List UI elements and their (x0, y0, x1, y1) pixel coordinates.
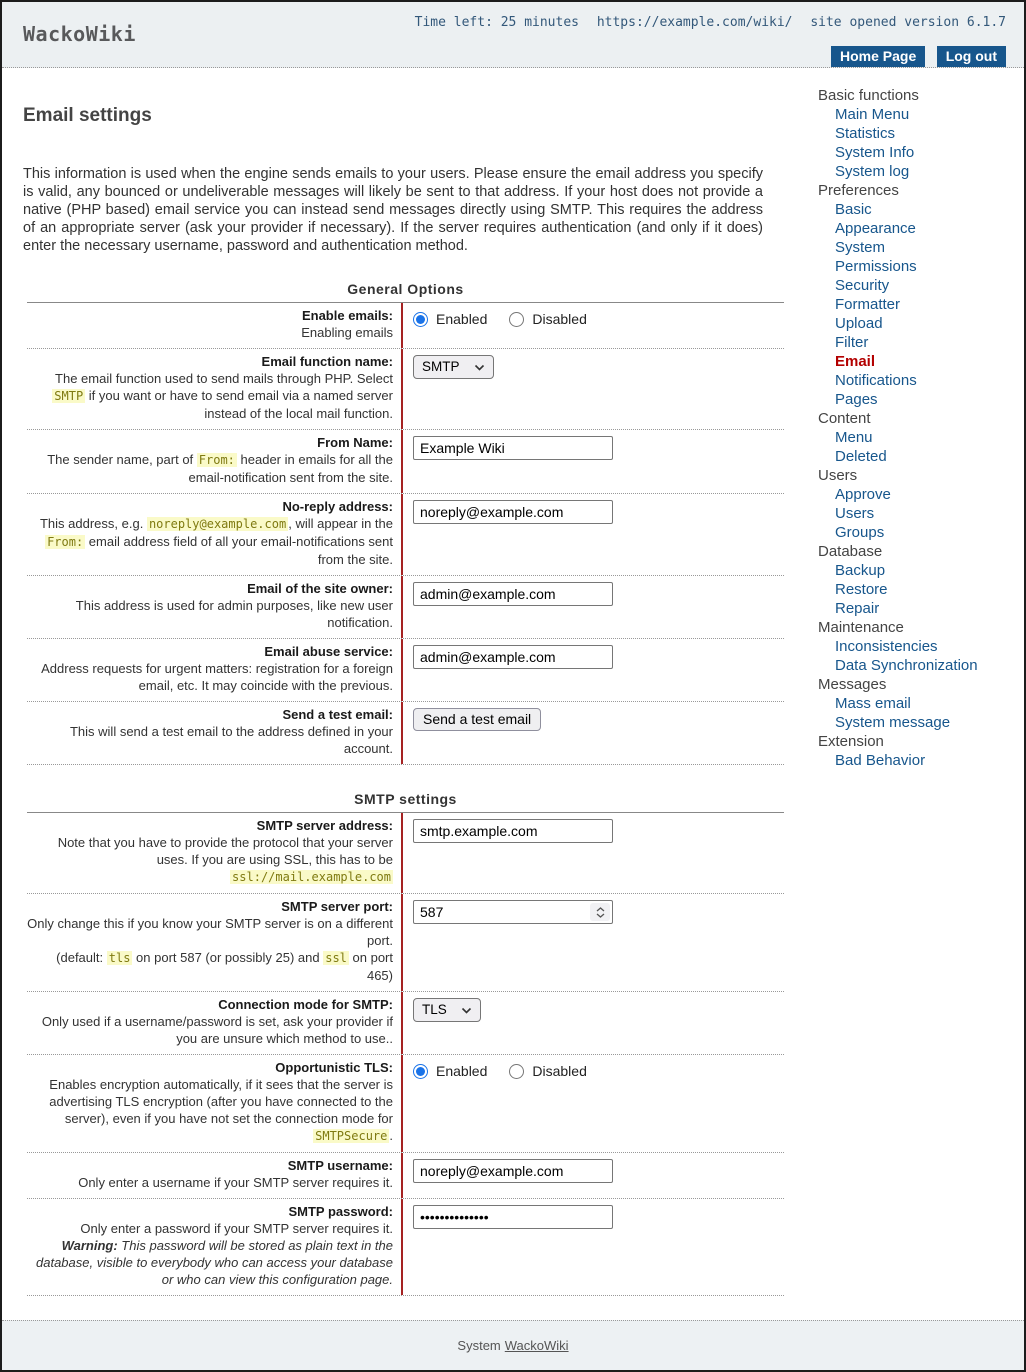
enable-emails-radio-disabled[interactable]: Disabled (509, 311, 586, 327)
from-name-label-cell (27, 430, 403, 493)
form-row-enable-emails (27, 303, 784, 349)
smtp-username-control-cell (403, 1153, 784, 1198)
opportunistic-tls-radio-input-disabled[interactable] (509, 1064, 524, 1079)
sidebar-item-system-info[interactable]: System Info (835, 144, 915, 161)
wiki-url-link[interactable]: https://example.com/wiki/ (596, 15, 793, 30)
opportunistic-tls-radio-input-enabled[interactable] (413, 1064, 428, 1079)
smtp-connection-mode-select[interactable]: TLS (413, 998, 481, 1022)
sidebar-item-formatter[interactable]: Formatter (835, 296, 901, 313)
sidebar-section-database: Database (818, 543, 883, 560)
enable-emails-radio-enabled[interactable]: Enabled (413, 311, 487, 327)
form-row-noreply-address (27, 494, 784, 576)
noreply-address-description: This address, e.g. noreply@example.com , will appear in the From: email address field of all your email-notifications sent from the site. (39, 516, 393, 567)
enable-emails-radio-group (413, 309, 784, 327)
form-row-smtp-username (27, 1153, 784, 1199)
smtp-connection-mode-label-cell (27, 992, 403, 1054)
smtp-password-control-cell (403, 1199, 784, 1295)
time-left-text: Time left: 25 minutes (414, 15, 579, 30)
sidebar-item-security[interactable]: Security (835, 277, 890, 294)
smtp-server-port-label-cell (27, 894, 403, 991)
sidebar-item-groups[interactable]: Groups (835, 524, 885, 541)
form-row-smtp-server-port (27, 894, 784, 992)
page-footer (2, 1320, 1024, 1370)
form-row-send-test-email (27, 702, 784, 765)
send-test-email-button[interactable]: Send a test email (413, 708, 541, 731)
sidebar-item-upload[interactable]: Upload (835, 315, 883, 332)
sidebar-item-permissions[interactable]: Permissions (835, 258, 917, 275)
sidebar-item-appearance[interactable]: Appearance (835, 220, 916, 237)
smtp-server-port-label: SMTP server port: (281, 899, 393, 914)
sidebar-item-pages[interactable]: Pages (835, 391, 878, 408)
site-owner-email-label-cell (27, 576, 403, 638)
form-row-opportunistic-tls (27, 1055, 784, 1153)
email-settings-form (27, 281, 784, 1296)
sidebar-item-menu[interactable]: Menu (835, 429, 873, 446)
page-header (2, 2, 1024, 68)
sidebar-item-restore[interactable]: Restore (835, 581, 888, 598)
from-name-label: From Name: (317, 435, 393, 450)
sidebar-item-basic[interactable]: Basic (835, 201, 872, 218)
opportunistic-tls-label: Opportunistic TLS: (275, 1060, 393, 1075)
smtp-server-port-input[interactable] (413, 900, 613, 924)
sidebar-item-inconsistencies[interactable]: Inconsistencies (835, 638, 938, 655)
send-test-email-label: Send a test email: (282, 707, 393, 722)
chevron-down-icon (474, 359, 485, 374)
smtp-server-address-label: SMTP server address: (256, 818, 393, 833)
smtp-password-description: Only enter a password if your SMTP server requires it. Warning: This password will be stored as plain text in the database, visible to everybody who can access your database or who can view this configuration page. (36, 1221, 393, 1287)
chevron-down-icon (461, 1002, 472, 1017)
noreply-address-control-cell (403, 494, 784, 575)
email-function-name-select[interactable]: SMTP (413, 355, 494, 379)
session-status-bar (405, 15, 1006, 30)
smtp-server-address-control-cell (403, 813, 784, 893)
enable-emails-description: Enabling emails (301, 325, 393, 340)
opportunistic-tls-radio-enabled[interactable]: Enabled (413, 1063, 487, 1079)
sidebar-item-main-menu[interactable]: Main Menu (835, 106, 910, 123)
form-row-smtp-connection-mode (27, 992, 784, 1055)
smtp-password-input[interactable] (413, 1205, 613, 1229)
noreply-address-label-cell (27, 494, 403, 575)
smtp-username-label-cell (27, 1153, 403, 1198)
form-row-email-abuse-service (27, 639, 784, 702)
enable-emails-radio-input-enabled[interactable] (413, 312, 428, 327)
smtp-username-description: Only enter a username if your SMTP server requires it. (78, 1175, 393, 1190)
opportunistic-tls-radio-disabled[interactable]: Disabled (509, 1063, 586, 1079)
site-owner-email-input[interactable] (413, 582, 613, 606)
smtp-server-address-label-cell (27, 813, 403, 893)
smtp-server-port-description: Only change this if you know your SMTP server is on a different port. (default: tls on port 587 (or possibly 25) and ssl on port 465) (27, 916, 393, 983)
sidebar-item-filter[interactable]: Filter (835, 334, 869, 351)
enable-emails-control-cell (403, 303, 784, 348)
smtp-username-label: SMTP username: (287, 1158, 393, 1173)
email-function-name-label-cell (27, 349, 403, 429)
sidebar-section-users: Users (818, 467, 858, 484)
noreply-address-label: No-reply address: (282, 499, 393, 514)
from-name-input[interactable] (413, 436, 613, 460)
sidebar-item-mass-email[interactable]: Mass email (835, 695, 911, 712)
sidebar-item-data-synchronization[interactable]: Data Synchronization (835, 657, 978, 674)
smtp-server-port-number-wrap (413, 900, 613, 924)
email-abuse-service-control-cell (403, 639, 784, 701)
noreply-address-input[interactable] (413, 500, 613, 524)
send-test-email-description: This will send a test email to the address defined in your account. (69, 724, 393, 756)
main-content (2, 69, 804, 1355)
sidebar-item-email[interactable]: Email (835, 353, 876, 370)
smtp-connection-mode-control-cell (403, 992, 784, 1054)
send-test-email-label-cell (27, 702, 403, 764)
sidebar-item-notifications[interactable]: Notifications (835, 372, 917, 389)
sidebar-nav (818, 86, 1010, 770)
form-row-email-function-name (27, 349, 784, 430)
email-function-name-label: Email function name: (261, 354, 393, 369)
smtp-connection-mode-description: Only used if a username/password is set, ask your provider if you are unsure which method to use.. (41, 1014, 393, 1046)
email-abuse-service-description: Address requests for urgent matters: registration for a foreign email, etc. It may coincide with the previous. (41, 661, 393, 693)
enable-emails-label: Enable emails: (301, 308, 393, 323)
email-function-name-description: The email function used to send mails through PHP. Select SMTP if you want or have to send email via a named server instead of the local mail function. (54, 371, 393, 421)
email-abuse-service-label: Email abuse service: (264, 644, 393, 659)
form-row-smtp-password (27, 1199, 784, 1296)
form-row-smtp-server-address (27, 813, 784, 894)
opportunistic-tls-description: Enables encryption automatically, if it sees that the server is advertising TLS encryption (after you have connected to the server), even if you have not set the connection mode for SMTPSecure . (49, 1077, 393, 1143)
smtp-connection-mode-label: Connection mode for SMTP: (218, 997, 393, 1012)
app-logo: WackoWiki (23, 22, 136, 46)
site-owner-email-control-cell (403, 576, 784, 638)
smtp-server-port-spinner[interactable] (590, 903, 610, 921)
sidebar-section-preferences: Preferences (818, 182, 899, 199)
sidebar-item-system[interactable]: System (835, 239, 886, 256)
enable-emails-radio-input-disabled[interactable] (509, 312, 524, 327)
page-title: Email settings (23, 105, 152, 126)
sidebar-section-content: Content (818, 410, 871, 427)
smtp-server-port-control-cell (403, 894, 784, 991)
intro-paragraph: This information is used when the engine sends emails to your users. Please ensure the email address you specify is valid, any bounced or undeliverable messages will likely be sent to that address. If your host does not provide a native (PHP based) email service you can instead send messages directly using SMTP. This requires the address of an appropriate server (ask your provider if necessary). If the server requires authentication (and only if it does) enter the necessary username, password and authentication method. (23, 166, 763, 254)
footer-wackowiki-link[interactable]: WackoWiki (504, 1338, 569, 1353)
email-abuse-service-input[interactable] (413, 645, 613, 669)
footer-system-label: System (457, 1338, 501, 1353)
email-function-name-control-cell (403, 349, 784, 429)
home-page-button[interactable]: Home Page (831, 46, 925, 67)
logout-button[interactable]: Log out (937, 46, 1006, 67)
send-test-email-control-cell (403, 702, 784, 764)
smtp-server-address-description: Note that you have to provide the protocol that your server uses. If you are using SSL, this has to be ssl://mail.example.com (57, 835, 393, 884)
email-abuse-service-label-cell (27, 639, 403, 701)
sidebar-item-system-message[interactable]: System message (835, 714, 951, 731)
sidebar-section-basic-functions: Basic functions (818, 87, 919, 104)
site-owner-email-label: Email of the site owner: (247, 581, 393, 596)
site-version-text: site opened version 6.1.7 (810, 15, 1006, 30)
sidebar-item-deleted[interactable]: Deleted (835, 448, 887, 465)
smtp-password-label: SMTP password: (288, 1204, 393, 1219)
sidebar-item-backup[interactable]: Backup (835, 562, 886, 579)
smtp-password-label-cell (27, 1199, 403, 1295)
form-section-smtp-settings (27, 791, 784, 1296)
form-section-general-options (27, 281, 784, 765)
smtp-server-address-input[interactable] (413, 819, 613, 843)
site-owner-email-description: This address is used for admin purposes, like new user notification. (75, 598, 393, 630)
sidebar-section-messages: Messages (818, 676, 887, 693)
header-buttons (824, 46, 1006, 67)
sidebar-item-repair[interactable]: Repair (835, 600, 880, 617)
from-name-control-cell (403, 430, 784, 493)
sidebar-item-approve[interactable]: Approve (835, 486, 891, 503)
section-title-general-options: General Options (27, 281, 784, 303)
opportunistic-tls-radio-group (413, 1061, 784, 1079)
sidebar-item-bad-behavior[interactable]: Bad Behavior (835, 752, 926, 769)
section-title-smtp-settings: SMTP settings (27, 791, 784, 813)
sidebar-section-extension: Extension (818, 733, 884, 750)
opportunistic-tls-control-cell (403, 1055, 784, 1152)
from-name-description: The sender name, part of From: header in emails for all the email-notification sent from the site. (47, 452, 393, 485)
sidebar-item-statistics[interactable]: Statistics (835, 125, 896, 142)
form-row-from-name (27, 430, 784, 494)
enable-emails-label-cell (27, 303, 403, 348)
form-row-site-owner-email (27, 576, 784, 639)
sidebar-item-system-log[interactable]: System log (835, 163, 910, 180)
opportunistic-tls-label-cell (27, 1055, 403, 1152)
sidebar-section-maintenance: Maintenance (818, 619, 904, 636)
smtp-username-input[interactable] (413, 1159, 613, 1183)
sidebar-item-users[interactable]: Users (835, 505, 875, 522)
